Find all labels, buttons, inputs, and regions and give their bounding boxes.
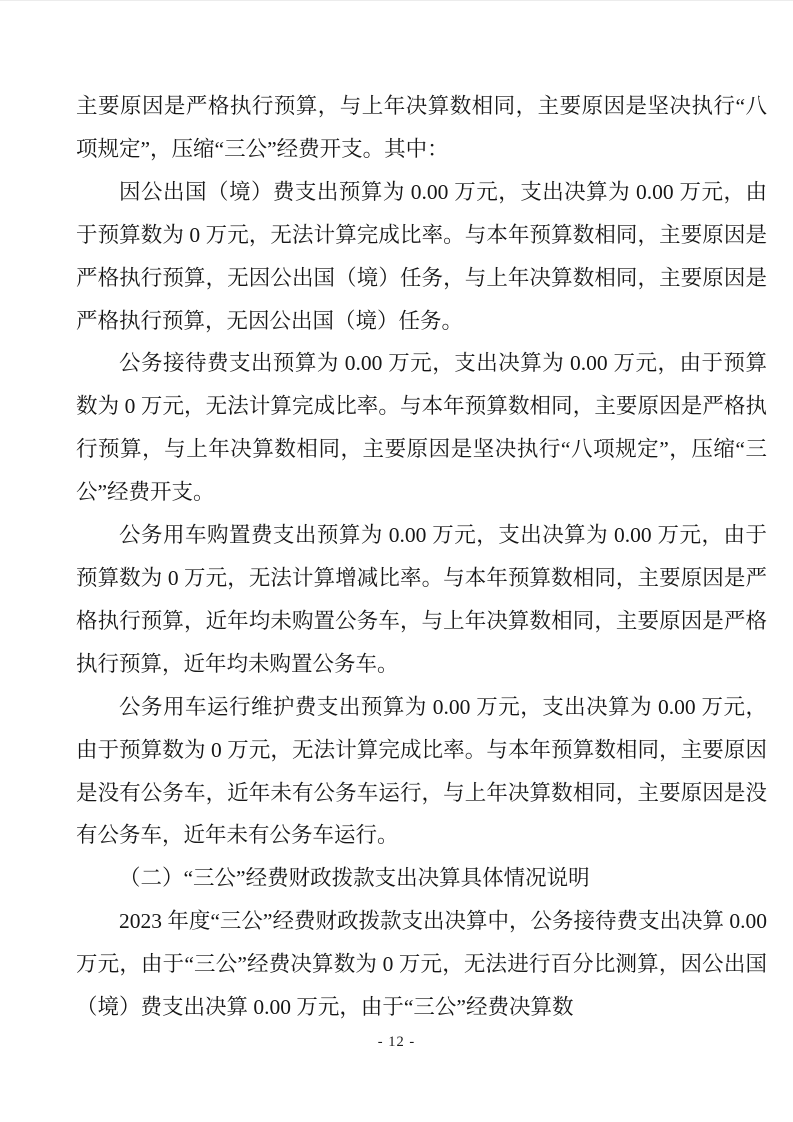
paragraph-official-reception: 公务接待费支出预算为 0.00 万元，支出决算为 0.00 万元，由于预算数为 0 万元，无法计算完成比率。与本年预算数相同，主要原因是严格执行预算，与上年决算数相同，主要原因是坚决执行“八项规定”，压缩“三公”经费开支。: [76, 351, 767, 505]
document-body: [76, 85, 767, 1029]
paragraph-vehicle-purchase: 公务用车购置费支出预算为 0.00 万元，支出决算为 0.00 万元，由于预算数为 0 万元，无法计算增减比率。与本年预算数相同，主要原因是严格执行预算，近年均未购置公务车，与上年决算数相同，主要原因是严格执行预算，近年均未购置公务车。: [76, 523, 767, 676]
paragraph-overseas-trips: 因公出国（境）费支出预算为 0.00 万元，支出决算为 0.00 万元，由于预算数为 0 万元，无法计算完成比率。与本年预算数相同，主要原因是严格执行预算，无因公出国（境）任务，与上年决算数相同，主要原因是严格执行预算，无因公出国（境）任务。: [76, 179, 767, 333]
paragraph-2023-summary: 2023 年度“三公”经费财政拨款支出决算中，公务接待费支出决算 0.00 万元，由于“三公”经费决算数为 0 万元，无法进行百分比测算，因公出国（境）费支出决算 0.00 万元，由于“三公”经费决算数: [76, 909, 767, 1020]
section-heading: （二）“三公”经费财政拨款支出决算具体情况说明: [119, 866, 590, 891]
page-number: - 12 -: [377, 1034, 416, 1050]
paragraph-continuation: 主要原因是严格执行预算，与上年决算数相同，主要原因是坚决执行“八项规定”，压缩“三公”经费开支。其中：: [76, 94, 767, 161]
paragraph-vehicle-maintenance: 公务用车运行维护费支出预算为 0.00 万元，支出决算为 0.00 万元，由于预算数为 0 万元，无法计算完成比率。与本年预算数相同，主要原因是没有公务车，近年未有公务车运行，与上年决算数相同，主要原因是没有公务车，近年未有公务车运行。: [76, 694, 767, 848]
